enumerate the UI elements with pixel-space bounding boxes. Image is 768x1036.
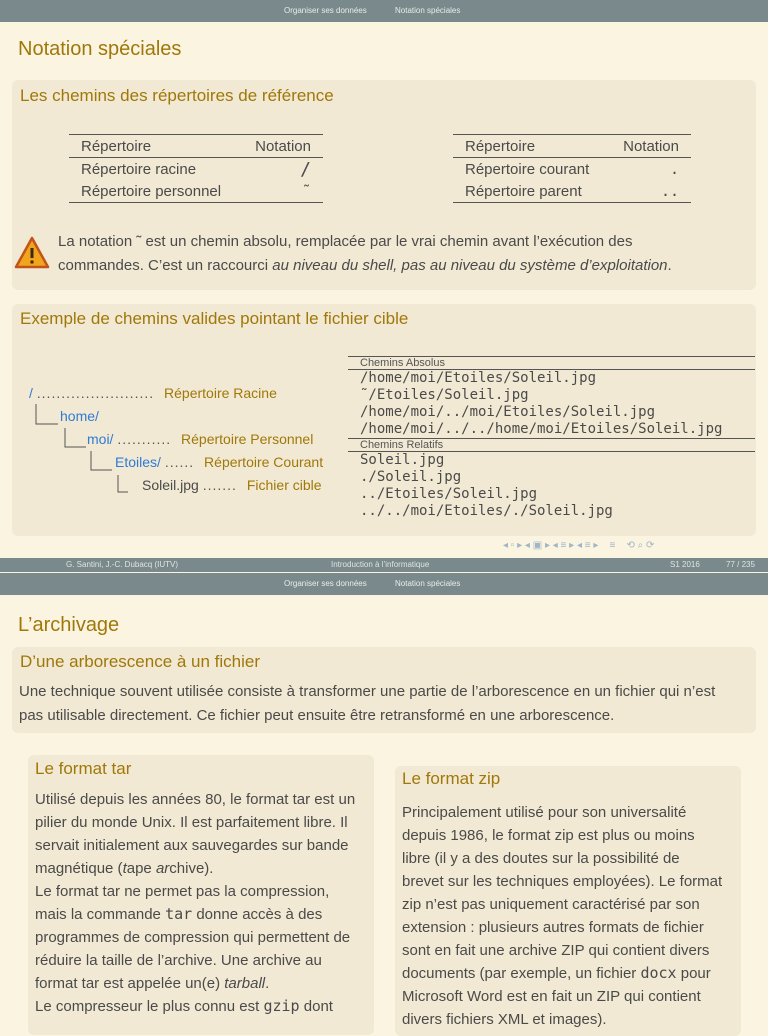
tree-label: Répertoire Personnel bbox=[181, 431, 314, 447]
text-span: Le compresseur le plus connu est bbox=[35, 998, 264, 1015]
text-span: ape bbox=[126, 860, 156, 877]
tree-soleil bbox=[142, 477, 322, 493]
table-cell: ˜ bbox=[240, 180, 323, 203]
slide2-header-bar bbox=[0, 573, 768, 595]
text-span: magnétique ( bbox=[35, 860, 123, 877]
text-line: Utilisé depuis les années 80, le format tar est un bbox=[35, 791, 356, 808]
warning-line bbox=[58, 254, 748, 278]
text-span: . bbox=[265, 975, 270, 992]
table-left bbox=[69, 134, 323, 203]
tree-home bbox=[60, 408, 99, 424]
text-line: Principalement utilisé pour son universalité bbox=[402, 804, 687, 821]
block-title: Le format zip bbox=[402, 769, 501, 788]
footer-course: Introduction à l’informatique bbox=[331, 560, 430, 569]
text-line bbox=[35, 857, 375, 880]
tree-node-name: moi/ bbox=[87, 431, 114, 447]
text-line: sont en fait une archive ZIP qui contient divers bbox=[402, 942, 710, 959]
block-archivage bbox=[12, 647, 756, 733]
block-reference-paths bbox=[12, 80, 756, 290]
block-zip bbox=[395, 766, 741, 1036]
text-line: Microsoft Word est en fait un ZIP qui contient bbox=[402, 988, 701, 1005]
tree-label: Répertoire Courant bbox=[204, 454, 324, 470]
tree-root bbox=[29, 385, 277, 401]
tree-node-name: Soleil.jpg bbox=[142, 477, 199, 493]
tree-node-name: Etoiles/ bbox=[115, 454, 161, 470]
text-span: documents (par exemple, un fichier bbox=[402, 965, 641, 982]
text-line: divers fichiers XML et images). bbox=[402, 1011, 607, 1028]
text-line: zip n’est pas uniquement caractérisé par son bbox=[402, 896, 700, 913]
slide1-header-bar bbox=[0, 0, 768, 22]
tree-label: Fichier cible bbox=[246, 477, 322, 493]
beamer-navigation[interactable]: ◂ ▫ ▸ ◂ ▣ ▸ ◂ ≡ ▸ ◂ ≡ ▸ ≡ ⟲ ⌕ ⟳ bbox=[503, 540, 655, 551]
path-relatif: ./Soleil.jpg bbox=[360, 469, 462, 485]
footer-page: 77 / 235 bbox=[726, 560, 755, 569]
text-span: commandes. C’est un raccourci bbox=[58, 257, 273, 274]
table-header: Notation bbox=[608, 135, 691, 158]
header-subsection: Notation spéciales bbox=[395, 579, 461, 588]
text-line: depuis 1986, le format zip est plus ou moins bbox=[402, 827, 695, 844]
header-section: Organiser ses données bbox=[284, 579, 367, 588]
text-span: donne accès à des bbox=[192, 906, 323, 923]
page-title: Notation spéciales bbox=[18, 38, 182, 60]
block-title: D’une arborescence à un fichier bbox=[20, 652, 261, 671]
text-span: chive). bbox=[169, 860, 214, 877]
header-section: Organiser ses données bbox=[284, 6, 367, 15]
footer-term: S1 2016 bbox=[670, 560, 700, 569]
text-line: réduire la taille de l’archive. Une archive au bbox=[35, 952, 322, 969]
text-line: Le format tar ne permet pas la compression, bbox=[35, 883, 330, 900]
paths-absolus-label: Chemins Absolus bbox=[360, 357, 445, 369]
block-tar bbox=[28, 755, 374, 1035]
text-line: programmes de compression qui permettent de bbox=[35, 929, 351, 946]
text-span: mais la commande bbox=[35, 906, 166, 923]
warning-icon bbox=[14, 236, 50, 270]
slide1-footer bbox=[0, 558, 768, 572]
table-cell: .. bbox=[608, 180, 691, 203]
path-absolu: ˜/Etoiles/Soleil.jpg bbox=[360, 387, 529, 403]
block-title: Les chemins des répertoires de référence bbox=[20, 86, 334, 105]
block-title: Le format tar bbox=[35, 759, 132, 778]
tar-text bbox=[35, 788, 375, 1018]
footer-authors: G. Santini, J.-C. Dubacq (IUTV) bbox=[66, 560, 179, 569]
text-line: servait initialement aux sauvegardes sur bande bbox=[35, 837, 349, 854]
text-line: libre (il y a des doutes sur la possibilité de bbox=[402, 850, 680, 867]
table-cell: Répertoire personnel bbox=[69, 180, 240, 203]
text-italic: t bbox=[122, 860, 127, 877]
table-cell: Répertoire racine bbox=[81, 160, 197, 178]
tree-node-name: / bbox=[29, 385, 33, 401]
text-span: format tar est appelée un(e) bbox=[35, 975, 225, 992]
command-tar: tar bbox=[165, 905, 193, 923]
text-span: dont bbox=[299, 998, 333, 1015]
command-gzip: gzip bbox=[263, 997, 300, 1015]
text-span: . bbox=[667, 257, 672, 274]
table-cell: . bbox=[669, 160, 679, 178]
text-line: pas utilisable directement. Ce fichier peut ensuite être retransformé en une arborescence. bbox=[19, 707, 615, 724]
page-title: L’archivage bbox=[18, 614, 120, 636]
header-subsection: Notation spéciales bbox=[395, 6, 461, 15]
table-cell: Répertoire parent bbox=[453, 180, 608, 203]
path-absolu: /home/moi/../moi/Etoiles/Soleil.jpg bbox=[360, 404, 656, 420]
zip-text bbox=[402, 801, 742, 1031]
tree-dots: ...... bbox=[164, 454, 195, 470]
text-line: pilier du monde Unix. Il est parfaitement libre. Il bbox=[35, 814, 348, 831]
text-line bbox=[35, 903, 375, 926]
path-absolu: /home/moi/Etoiles/Soleil.jpg bbox=[360, 370, 597, 386]
tree-node-name: home/ bbox=[60, 408, 99, 424]
text-span: pour bbox=[676, 965, 711, 982]
path-relatif: Soleil.jpg bbox=[360, 452, 445, 468]
table-header: Répertoire bbox=[69, 135, 240, 158]
block-title: Exemple de chemins valides pointant le fichier cible bbox=[20, 309, 409, 328]
block-text bbox=[19, 680, 754, 728]
text-italic: ar bbox=[155, 860, 170, 877]
text-line bbox=[35, 972, 375, 995]
text-line: extension : plusieurs autres formats de fichier bbox=[402, 919, 704, 936]
tree-dots: ....... bbox=[202, 477, 237, 493]
tree-dots: ........................ bbox=[36, 385, 155, 401]
table-header: Notation bbox=[240, 135, 323, 158]
warning-line: La notation ˜ est un chemin absolu, remplacée par le vrai chemin avant l’exécution des bbox=[58, 233, 633, 250]
table-right bbox=[453, 134, 691, 203]
paths-table bbox=[348, 356, 755, 520]
text-line: brevet sur les techniques employées). Le format bbox=[402, 873, 723, 890]
text-line: Une technique souvent utilisée consiste à transformer une partie de l’arborescence en un fichier qui n’est bbox=[19, 683, 716, 700]
text-italic: au niveau du shell, pas au niveau du système d’exploitation bbox=[272, 257, 668, 274]
text-italic: tarball bbox=[224, 975, 266, 992]
text-line bbox=[35, 995, 375, 1018]
path-relatif: ../../moi/Etoiles/./Soleil.jpg bbox=[360, 503, 613, 519]
tree-label: Répertoire Racine bbox=[164, 385, 277, 401]
warning-text bbox=[58, 230, 748, 278]
extension-docx: docx bbox=[640, 964, 677, 982]
table-cell: Répertoire courant bbox=[465, 160, 590, 178]
tree-moi bbox=[87, 431, 313, 447]
table-cell: / bbox=[300, 158, 311, 180]
table-header: Répertoire bbox=[453, 135, 608, 158]
paths-relatifs-label: Chemins Relatifs bbox=[360, 439, 444, 451]
path-relatif: ../Etoiles/Soleil.jpg bbox=[360, 486, 538, 502]
tree-etoiles bbox=[115, 454, 323, 470]
path-absolu: /home/moi/../../home/moi/Etoiles/Soleil.jpg bbox=[360, 421, 723, 437]
text-line bbox=[402, 962, 742, 985]
tree-dots: ........... bbox=[117, 431, 172, 447]
